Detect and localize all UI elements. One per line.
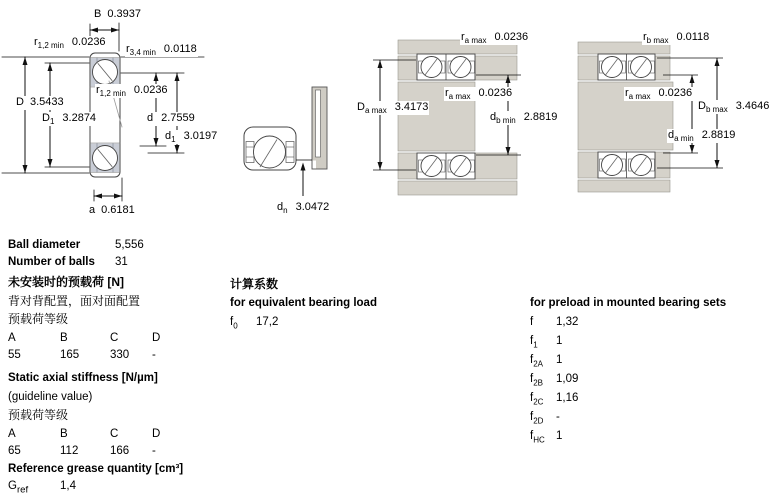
factor-row-f: f 1,32 bbox=[530, 316, 579, 328]
grease-heading: Reference grease quantity [cm³] bbox=[8, 463, 184, 475]
preload-table-header: A B C D bbox=[8, 332, 161, 344]
dim-label-r12-mid: $r_{1,2 min}$ 0.0236 bbox=[96, 84, 168, 99]
factor-row-f2C: $f_{2C}$ 1,16 bbox=[530, 392, 579, 407]
dim-label-ra-mid: $r_{a max}$ 0.0236 bbox=[445, 87, 513, 102]
dim-label-ra-top: $r_{a max}$ 0.0236 bbox=[461, 31, 529, 46]
dim-label-da-min: $d_{a min}$ 2.8819 bbox=[668, 129, 736, 144]
spec-ball-diameter: Ball diameter 5,556 bbox=[8, 239, 144, 251]
calc-factors-heading: 计算系数 bbox=[230, 277, 279, 291]
stiffness-class-line: 预载荷等级 bbox=[8, 408, 69, 422]
dim-label-dn: $d_n$ 3.0472 bbox=[277, 201, 330, 216]
equivalent-load-heading: for equivalent bearing load bbox=[230, 297, 377, 309]
grease-value: 1,4 bbox=[60, 480, 76, 492]
factor-row-f1: $f_1$ 1 bbox=[530, 335, 563, 350]
dim-label-d: d 2.7559 bbox=[146, 112, 196, 126]
stiffness-heading: Static axial stiffness [N/µm] bbox=[8, 372, 158, 384]
dim-label-a: a 0.6181 bbox=[88, 204, 136, 218]
factor-row-f0: $f_0$ 17,2 bbox=[230, 316, 279, 331]
dim-label-r12-top: $r_{1,2 min}$ 0.0236 bbox=[34, 36, 106, 51]
factor-row-fHC: $f_{HC}$ 1 bbox=[530, 430, 563, 445]
preload-table-values: 55 165 330 - bbox=[8, 349, 156, 361]
preload-unmounted-heading: 未安装时的预载荷 [N] bbox=[8, 275, 124, 289]
stiffness-table-header: A B C D bbox=[8, 428, 161, 440]
factor-row-f2B: $f_{2B}$ 1,09 bbox=[530, 373, 579, 388]
dim-label-B: B 0.3937 bbox=[93, 8, 142, 22]
dim-label-d1: $d_1$ 3.0197 bbox=[165, 130, 218, 145]
stiffness-guideline-line: (guideline value) bbox=[8, 391, 93, 403]
ball-diameter-value: 5,556 bbox=[115, 239, 144, 251]
dim-label-db-min: $d_{b min}$ 2.8819 bbox=[490, 111, 558, 126]
number-of-balls-value: 31 bbox=[115, 256, 128, 268]
factor-row-f2D: $f_{2D}$ - bbox=[530, 411, 560, 426]
preload-class-line: 预载荷等级 bbox=[8, 312, 69, 326]
dim-label-D: D 3.5433 bbox=[15, 96, 65, 110]
dim-label-r34: $r_{3,4 min}$ 0.0118 bbox=[126, 43, 197, 58]
preload-arrangement-line: 背对背配置，面对面配置 bbox=[8, 294, 141, 308]
dim-label-rb-max: $r_{b max}$ 0.0118 bbox=[643, 31, 710, 46]
preload-factors-heading: for preload in mounted bearing sets bbox=[530, 297, 727, 309]
dim-label-Db-max: $D_{b max}$ 3.4646 bbox=[698, 100, 770, 115]
dim-label-Da-max: $D_{a max}$ 3.4173 bbox=[357, 101, 429, 116]
grease-row: $G_{ref}$ 1,4 bbox=[8, 480, 76, 496]
factor-row-f2A: $f_{2A}$ 1 bbox=[530, 354, 563, 369]
spec-number-of-balls: Number of balls 31 bbox=[8, 256, 128, 268]
stiffness-table-values: 65 112 166 - bbox=[8, 445, 156, 457]
dim-label-ra-max-2: $r_{a max}$ 0.0236 bbox=[625, 87, 693, 102]
diagram-front-view bbox=[244, 87, 327, 196]
diagram-mounted-set-b bbox=[578, 42, 723, 192]
dim-label-D1: $D_1$ 3.2874 bbox=[42, 112, 97, 127]
